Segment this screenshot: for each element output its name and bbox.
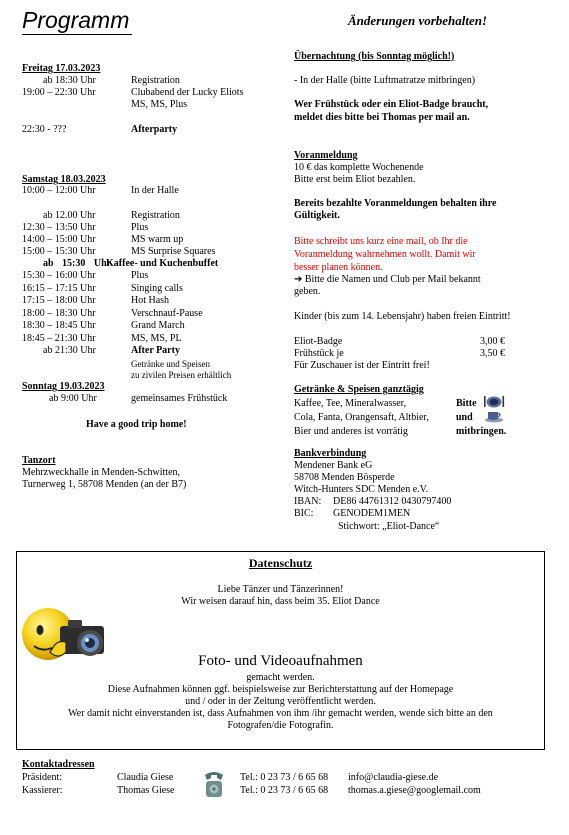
bic-label: BIC: xyxy=(294,508,314,519)
schedule-time: 18:30 – 18:45 Uhr xyxy=(22,320,96,331)
privacy-line: gemacht werden. xyxy=(246,672,315,683)
contact-email[interactable]: info@claudia-giese.de xyxy=(348,772,439,783)
schedule-event: After Party xyxy=(131,345,180,356)
bring-und: und xyxy=(456,412,473,423)
bank-line: Witch-Hunters SDC Menden e.V. xyxy=(294,484,429,495)
registration-request: Voranmeldung wahrnehmen wollt. Damit wir xyxy=(294,249,476,260)
registration-request: Bitte schreibt uns kurz eine mail, ob Ihr die xyxy=(294,236,468,247)
privacy-line: Fotografen/die Fotografin. xyxy=(227,720,334,731)
breakfast-label: Frühstück je xyxy=(294,348,344,359)
schedule-time: ab 15:30 Uhr xyxy=(43,258,112,269)
bring-mitbringen: mitbringen. xyxy=(456,426,507,437)
schedule-event: Grand March xyxy=(131,320,185,331)
bring-bitte: Bitte xyxy=(456,398,477,409)
venue-heading: Tanzort xyxy=(22,455,56,466)
schedule-event: Clubabend der Lucky Eliots xyxy=(131,87,244,98)
schedule-time: 16:15 – 17:15 Uhr xyxy=(22,283,96,294)
schedule-event: MS, MS, PL xyxy=(131,333,182,344)
venue-line: Mehrzweckhalle in Menden-Schwitten, xyxy=(22,467,181,478)
iban-value: DE86 44761312 0430797400 xyxy=(333,496,452,507)
overnight-note: Wer Frühstück oder ein Eliot-Badge braucht, xyxy=(294,99,489,110)
schedule-note: zu zivilen Preisen erhältlich xyxy=(131,370,232,380)
spectators-note: Für Zuschauer ist der Eintritt frei! xyxy=(294,360,430,371)
friday-heading: Freitag 17.03.2023 xyxy=(22,63,101,74)
registration-line: Bitte die Namen und Club per Mail bekannt xyxy=(302,274,481,285)
kids-note: Kinder (bis zum 14. Lebensjahr) haben freien Eintritt! xyxy=(294,311,511,322)
schedule-event: MS, MS, Plus xyxy=(131,99,188,110)
page-title: Programm xyxy=(22,6,132,35)
arrow-right-icon: ➔ xyxy=(294,274,303,285)
schedule-time: 18:45 – 21:30 Uhr xyxy=(22,333,96,344)
iban-label: IBAN: xyxy=(294,496,322,507)
registration-note: Bereits bezahlte Voranmeldungen behalten ihre xyxy=(294,198,497,209)
schedule-event: Kaffee- und Kuchenbuffet xyxy=(106,258,219,269)
schedule-time: 19:00 – 22:30 Uhr xyxy=(22,87,96,98)
schedule-event: Verschnauf-Pause xyxy=(131,308,203,319)
schedule-event: Hot Hash xyxy=(131,295,170,306)
overnight-line: - In der Halle (bitte Luftmatratze mitbringen) xyxy=(294,75,476,86)
schedule-time: ab 9:00 Uhr xyxy=(49,393,97,404)
schedule-time: 22:30 - ??? xyxy=(22,124,67,135)
schedule-event: Registration xyxy=(131,75,180,86)
plate-cutlery-icon xyxy=(483,393,505,409)
privacy-heading: Datenschutz xyxy=(248,556,313,570)
overnight-heading: Übernachtung (bis Sonntag möglich!) xyxy=(294,51,455,62)
telephone-icon xyxy=(203,769,225,799)
drinks-line: Bier und anderes ist vorrätig xyxy=(294,426,408,437)
sunday-heading: Sonntag 19.03.2023 xyxy=(22,381,105,392)
overnight-note: meldet dies bitte bei Thomas per mail an. xyxy=(294,112,470,123)
contacts-heading: Kontaktadressen xyxy=(22,759,95,770)
privacy-greeting: Liebe Tänzer und Tänzerinnen! xyxy=(217,584,344,595)
bank-keyword: Stichwort: „Eliot-Dance“ xyxy=(338,521,440,532)
schedule-time: ab 18:30 Uhr xyxy=(43,75,96,86)
schedule-time: 17:15 – 18:00 Uhr xyxy=(22,295,96,306)
privacy-line: Diese Aufnahmen können ggf. beispielsweise zur Berichterstattung auf der Homepage xyxy=(107,684,454,695)
schedule-event: Registration xyxy=(131,210,180,221)
schedule-time: 15:00 – 15:30 Uhr xyxy=(22,246,96,257)
registration-line: geben. xyxy=(294,286,321,297)
registration-line: Bitte erst beim Eliot bezahlen. xyxy=(294,174,416,185)
schedule-time: 14:00 – 15:00 Uhr xyxy=(22,234,96,245)
schedule-note: Getränke und Speisen xyxy=(131,359,210,369)
registration-note: Gültigkeit. xyxy=(294,210,340,221)
privacy-line: und / oder in der Zeitung veröffentlicht werden. xyxy=(185,696,376,707)
contact-name: Thomas Giese xyxy=(117,785,175,796)
coffee-cup-icon xyxy=(483,409,505,423)
smiley-camera-icon xyxy=(20,604,116,668)
contact-role: Präsident: xyxy=(22,772,62,783)
changes-notice: Änderungen vorbehalten! xyxy=(348,13,488,28)
venue-line: Turnerweg 1, 58708 Menden (an der B7) xyxy=(22,479,187,490)
badge-price: 3,00 € xyxy=(480,336,505,347)
contact-phone: Tel.: 0 23 73 / 6 65 68 xyxy=(240,785,329,796)
schedule-event: MS Surprise Squares xyxy=(131,246,216,257)
privacy-greeting: Wir weisen darauf hin, dass beim 35. Eliot Dance xyxy=(181,596,380,607)
registration-request: besser planen können. xyxy=(294,262,383,273)
schedule-time: ab 21:30 Uhr xyxy=(43,345,96,356)
drinks-line: Cola, Fanta, Orangensaft, Altbier, xyxy=(294,412,429,423)
schedule-time: 15:30 – 16:00 Uhr xyxy=(22,270,96,281)
breakfast-price: 3,50 € xyxy=(480,348,505,359)
schedule-time: 10:00 – 12:00 Uhr xyxy=(22,185,96,196)
schedule-event: Singing calls xyxy=(131,283,183,294)
schedule-time: ab 12.00 Uhr xyxy=(43,210,96,221)
drinks-heading: Getränke & Speisen ganztägig xyxy=(294,384,424,395)
schedule-event: Plus xyxy=(131,270,149,281)
contact-role: Kassierer: xyxy=(22,785,63,796)
schedule-event: In der Halle xyxy=(131,185,179,196)
privacy-photo-title: Foto- und Videoaufnahmen xyxy=(198,653,363,669)
schedule-event: gemeinsames Frühstück xyxy=(131,393,228,404)
badge-label: Eliot-Badge xyxy=(294,336,343,347)
registration-line: 10 € das komplette Wochenende xyxy=(294,162,424,173)
contact-email[interactable]: thomas.a.giese@googlemail.com xyxy=(348,785,481,796)
schedule-event: MS warm up xyxy=(131,234,184,245)
schedule-event: Plus xyxy=(131,222,149,233)
bank-line: 58708 Menden Bösperde xyxy=(294,472,395,483)
saturday-heading: Samstag 18.03.2023 xyxy=(22,174,106,185)
bic-value: GENODEM1MEN xyxy=(333,508,411,519)
contact-phone: Tel.: 0 23 73 / 6 65 68 xyxy=(240,772,329,783)
bank-heading: Bankverbindung xyxy=(294,448,367,459)
privacy-line: Wer damit nicht einverstanden ist, dass Aufnahmen von ihm /ihr gemacht werden, wende sich bitte an den xyxy=(68,708,493,719)
schedule-event: Afterparty xyxy=(131,124,178,135)
farewell: Have a good trip home! xyxy=(86,419,187,430)
drinks-line: Kaffee, Tee, Mineralwasser, xyxy=(294,398,407,409)
schedule-time: 12:30 – 13:50 Uhr xyxy=(22,222,96,233)
bank-line: Mendener Bank eG xyxy=(294,460,373,471)
registration-heading: Voranmeldung xyxy=(294,150,358,161)
schedule-time: 18:00 – 18:30 Uhr xyxy=(22,308,96,319)
contact-name: Claudia Giese xyxy=(117,772,174,783)
